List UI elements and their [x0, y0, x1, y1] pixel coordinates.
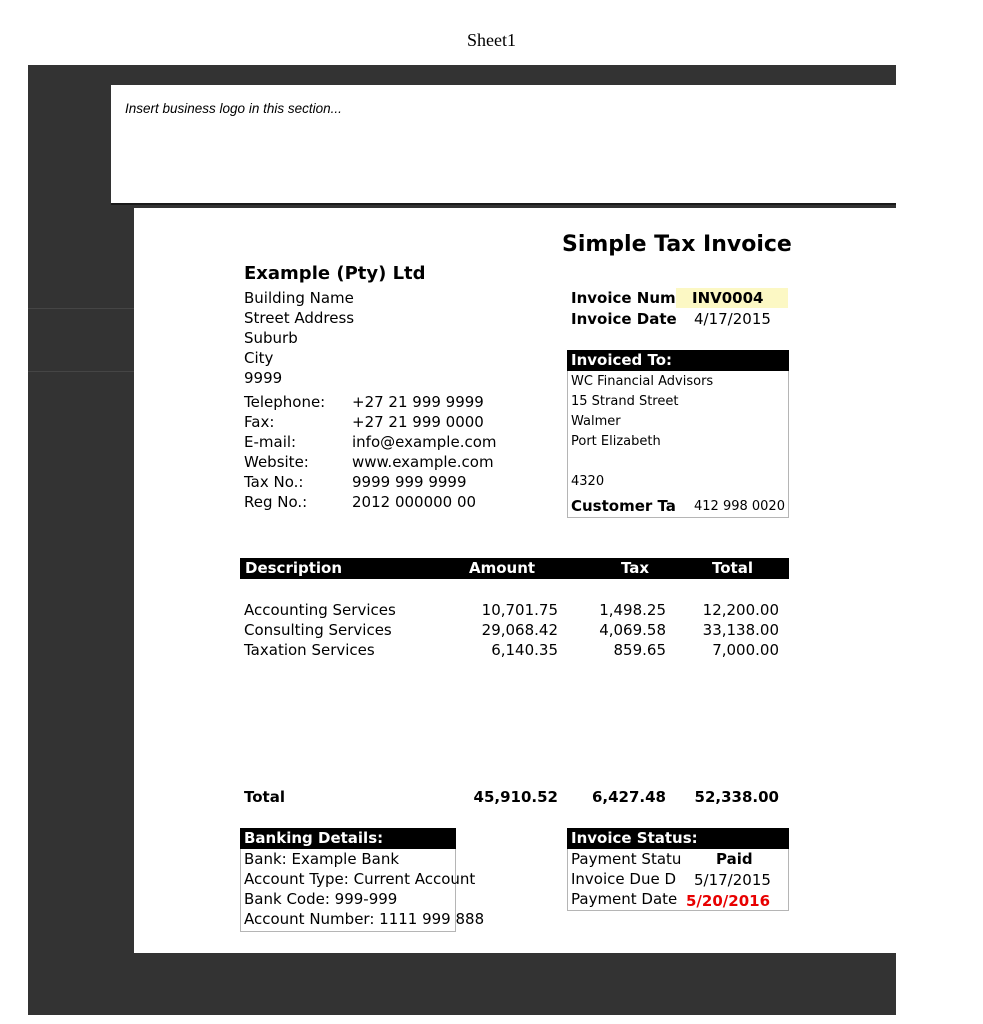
invoiced-to-header: Invoiced To: — [567, 350, 789, 371]
banking-lines — [244, 849, 484, 929]
item-taxes — [564, 600, 666, 660]
client-name: WC Financial Advisors — [571, 374, 714, 389]
contact-label: Tax No.: — [244, 473, 304, 491]
reg-number-value: 2012 000000 00 — [352, 493, 477, 511]
contact-label: Reg No.: — [244, 493, 308, 511]
address-line: Suburb — [244, 329, 298, 347]
customer-tax-label: Customer Ta — [571, 497, 676, 515]
invoice-number-value[interactable]: INV0004 — [676, 288, 788, 308]
table-row-tax: 1,498.25 — [599, 601, 666, 619]
invoice-sheet — [134, 208, 896, 953]
header-description: Description — [245, 559, 343, 577]
email-value: info@example.com — [352, 433, 497, 451]
table-row-tax: 859.65 — [613, 641, 666, 659]
payment-date-label: Payment Date — [571, 890, 678, 908]
grid-line — [28, 371, 134, 372]
table-row-amount: 10,701.75 — [481, 601, 558, 619]
header-total: Total — [712, 559, 753, 577]
table-row-total: 33,138.00 — [702, 621, 779, 639]
fax-value: +27 21 999 0000 — [352, 413, 484, 431]
item-totals — [674, 600, 779, 660]
logo-placeholder-text: Insert business logo in this section... — [125, 101, 342, 116]
address-line: Building Name — [244, 289, 354, 307]
header-tax: Tax — [621, 559, 650, 577]
table-row-description: Consulting Services — [244, 621, 392, 639]
payment-status-label: Payment Statu — [571, 850, 682, 868]
client-blank — [571, 452, 713, 472]
address-line: Street Address — [244, 309, 355, 327]
bank-code: Bank Code: 999-999 — [244, 890, 398, 908]
table-row-amount: 6,140.35 — [491, 641, 558, 659]
invoice-due-label: Invoice Due D — [571, 870, 676, 888]
contact-label: E-mail: — [244, 433, 297, 451]
header-amount: Amount — [469, 559, 536, 577]
payment-status-value: Paid — [716, 850, 753, 868]
address-line: City — [244, 349, 274, 367]
status-labels — [571, 849, 681, 909]
account-number: Account Number: 1111 999 888 — [244, 910, 485, 928]
client-postcode: 4320 — [571, 474, 605, 489]
table-row-description: Taxation Services — [244, 641, 375, 659]
totals-label: Total — [244, 788, 285, 806]
contact-label: Fax: — [244, 413, 275, 431]
telephone-value: +27 21 999 9999 — [352, 393, 484, 411]
contact-values — [352, 392, 497, 512]
payment-date-value: 5/20/2016 — [686, 892, 771, 910]
invoice-date-label: Invoice Date — [571, 310, 677, 328]
table-row-description: Accounting Services — [244, 601, 396, 619]
client-suburb: Walmer — [571, 414, 621, 429]
invoice-status-header: Invoice Status: — [567, 828, 789, 849]
table-row-total: 12,200.00 — [702, 601, 779, 619]
logo-section[interactable] — [111, 85, 896, 205]
sheet-title: Sheet1 — [467, 30, 516, 50]
table-row-amount: 29,068.42 — [481, 621, 558, 639]
contact-labels — [244, 392, 325, 512]
contact-label: Website: — [244, 453, 309, 471]
address-line: 9999 — [244, 369, 283, 387]
invoice-number-label: Invoice Num — [571, 289, 676, 307]
website-value: www.example.com — [352, 453, 494, 471]
customer-tax-value: 412 998 0020 — [694, 499, 785, 514]
totals-total: 52,338.00 — [694, 788, 779, 806]
item-amounts — [434, 600, 558, 660]
contact-label: Telephone: — [244, 393, 326, 411]
invoice-title: Simple Tax Invoice — [562, 232, 792, 257]
totals-amount: 45,910.52 — [473, 788, 558, 806]
grid-line — [28, 308, 134, 309]
items-table-header — [240, 558, 789, 579]
invoice-due-value: 5/17/2015 — [694, 871, 771, 889]
account-type: Account Type: Current Account — [244, 870, 476, 888]
invoice-date-value[interactable]: 4/17/2015 — [694, 310, 771, 328]
company-name: Example (Pty) Ltd — [244, 263, 426, 284]
table-row-tax: 4,069.58 — [599, 621, 666, 639]
invoiced-to-lines — [571, 372, 713, 492]
bank-name: Bank: Example Bank — [244, 850, 400, 868]
item-descriptions — [244, 600, 396, 660]
tax-number-value: 9999 999 9999 — [352, 473, 467, 491]
company-address — [244, 288, 354, 388]
banking-details-header: Banking Details: — [240, 828, 456, 849]
client-street: 15 Strand Street — [571, 394, 679, 409]
table-row-total: 7,000.00 — [712, 641, 779, 659]
client-city: Port Elizabeth — [571, 434, 661, 449]
totals-tax: 6,427.48 — [591, 788, 666, 806]
